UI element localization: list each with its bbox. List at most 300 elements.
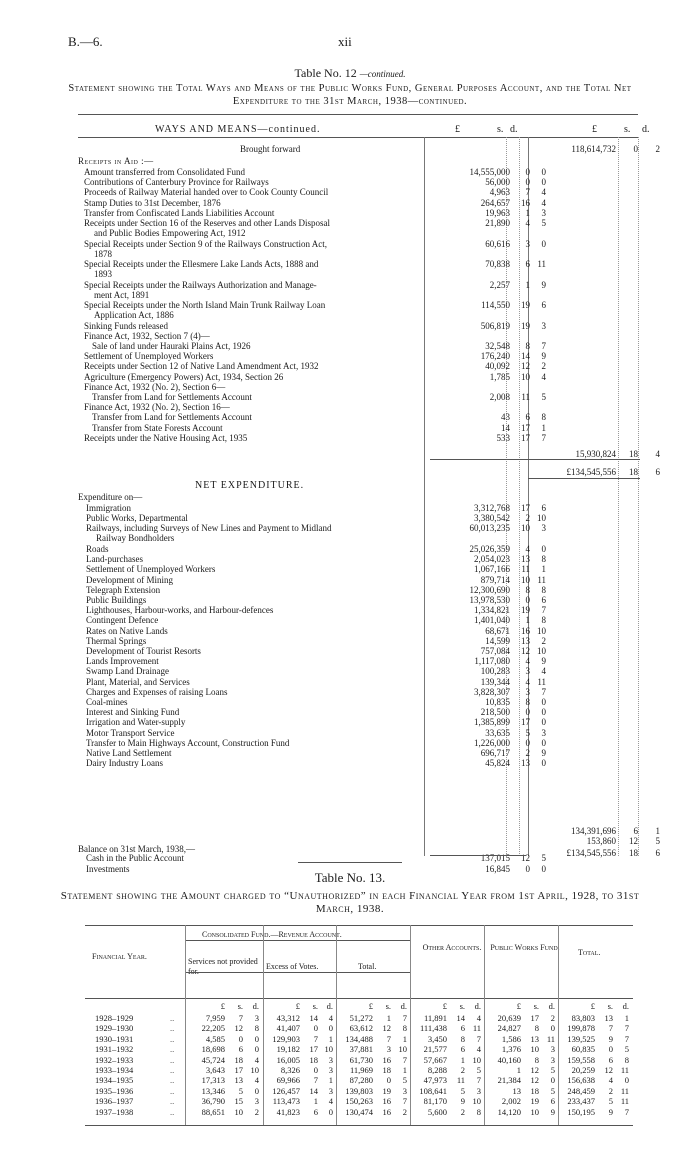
t13-cell: 7 <box>402 1096 407 1107</box>
t13-cell: 5 <box>402 1075 407 1086</box>
amount-pounds: 70,838 <box>485 259 510 269</box>
t13-dots: .. <box>170 1013 175 1023</box>
t13-cell: 139,803 <box>345 1085 373 1096</box>
t13-cell: 17 <box>234 1065 243 1075</box>
t13-cell: 2 <box>460 1106 465 1117</box>
t13-cell: 1 <box>328 1033 333 1044</box>
rule-head <box>78 137 638 138</box>
expenditure-row-cont <box>80 533 670 544</box>
row-label: Development of Mining <box>86 574 173 585</box>
t13-cell: 8 <box>534 1023 539 1034</box>
t13-cell: 17 <box>309 1044 318 1055</box>
t13-cell: 61,730 <box>349 1054 373 1065</box>
amount-shillings: 17 <box>521 717 530 728</box>
t13-cell: 150,195 <box>567 1106 595 1117</box>
t13-cell: 4 <box>476 1013 481 1023</box>
amount-pence: 5 <box>541 218 546 228</box>
t13-cell: 11 <box>620 1065 629 1075</box>
col-services: Services not provided for. <box>188 957 258 976</box>
t13-cell: 24,827 <box>497 1023 521 1034</box>
amount-shillings: 4 <box>525 676 530 687</box>
row-label-cont: 1878 <box>94 248 112 259</box>
t13-cell: 18 <box>309 1054 318 1065</box>
row-label: Public Buildings <box>86 594 147 605</box>
t13-cell: 10 <box>250 1065 259 1075</box>
row-label-cont: Railway Bondholders <box>96 533 175 544</box>
row-label: Dairy Industry Loans <box>86 758 163 769</box>
t13-dots: .. <box>170 1106 175 1117</box>
amount-pounds: 13,978,530 <box>469 594 510 605</box>
t13-cell: 130,474 <box>345 1106 373 1117</box>
amount-pence: 0 <box>541 737 546 748</box>
amount-pence: 0 <box>541 863 546 874</box>
t13-cell: 41,407 <box>276 1023 300 1034</box>
net-expenditure-heading: NET EXPENDITURE. <box>195 480 305 491</box>
t13-cell: 11 <box>472 1023 481 1034</box>
receipt-row <box>80 433 670 444</box>
t13-cell: 4 <box>328 1013 333 1023</box>
t13-unit: £ <box>220 1001 225 1011</box>
amount-shillings: 8 <box>525 696 530 707</box>
t13-cell: 8 <box>624 1054 629 1065</box>
amount-pounds: 1,334,821 <box>474 605 510 616</box>
t13-cell: 1 <box>386 1013 391 1023</box>
t13-cell: 18 <box>234 1054 243 1065</box>
col-d-1: d. <box>510 124 518 135</box>
row-label: Settlement of Unemployed Workers <box>86 564 216 575</box>
t13-cell: 156,638 <box>567 1075 595 1086</box>
t13-cell: 134,488 <box>345 1033 373 1044</box>
t13-dots: .. <box>170 1065 175 1075</box>
amount-pounds: 32,548 <box>485 340 510 351</box>
amount-pence: 10 <box>537 645 546 656</box>
t13-cell: 10 <box>530 1106 539 1117</box>
t13-cell: 126,457 <box>272 1085 300 1096</box>
amount-pounds: 879,714 <box>480 574 510 585</box>
t13-cell: 69,966 <box>276 1075 300 1086</box>
amount-pounds: 45,824 <box>485 758 510 769</box>
t13-col-rule-1 <box>263 925 264 1125</box>
amount-pence: 2 <box>655 144 660 154</box>
t13-cell: 7 <box>476 1075 481 1086</box>
amount-pounds: 3,312,768 <box>474 503 510 513</box>
row-label: Telegraph Extension <box>86 584 161 595</box>
t13-cell: 18,698 <box>201 1044 225 1055</box>
amount-pounds: 506,819 <box>480 320 510 331</box>
t13-cell: 5 <box>624 1044 629 1055</box>
t13-cell: 22,205 <box>201 1023 225 1034</box>
amount-shillings: 4 <box>525 656 530 667</box>
row-label: Irrigation and Water-supply <box>86 717 186 728</box>
page-ref: B.—6. <box>68 34 103 49</box>
amount-pence: 8 <box>541 584 546 595</box>
t13-cell: 129,903 <box>272 1033 300 1044</box>
t13-dots: .. <box>170 1075 175 1086</box>
t13-cell: 40,160 <box>497 1054 521 1065</box>
t13-cell: 16 <box>382 1096 391 1107</box>
t13-cell: 2 <box>608 1085 613 1096</box>
row-label: Contributions of Canterbury Province for Railways <box>84 177 269 188</box>
amount-pence: 3 <box>541 320 546 331</box>
t13-unit: s. <box>533 1001 539 1011</box>
amount-pence: 11 <box>537 676 546 687</box>
amount-shillings: 1 <box>525 279 530 290</box>
t13-cell: 4 <box>476 1044 481 1055</box>
t13-cell: 7 <box>476 1033 481 1044</box>
amount-pence: 0 <box>541 717 546 728</box>
amount-pence: 6 <box>541 300 546 310</box>
t13-cell: 17,313 <box>201 1075 225 1086</box>
table12-title-cont: —continued. <box>359 69 406 79</box>
t13-cell: 139,525 <box>567 1033 595 1044</box>
t13-cell: 4 <box>254 1054 259 1065</box>
amount-pounds: 15,930,824 <box>575 449 616 459</box>
col-grand-total: Total. <box>578 948 601 957</box>
t13-cell: 36,790 <box>201 1096 225 1107</box>
amount-shillings: 2 <box>525 513 530 524</box>
amount-pounds: 696,717 <box>480 747 510 758</box>
receipt-row-cont <box>80 290 670 301</box>
t13-cell: 14,120 <box>497 1106 521 1117</box>
t13-col-rule-5 <box>558 925 559 1125</box>
t13-year: 1935–1936 <box>95 1085 134 1096</box>
row-label: Sinking Funds released <box>84 320 168 331</box>
t13-cell: 0 <box>328 1106 333 1117</box>
t13-cell: 3 <box>386 1044 391 1055</box>
amount-pence: 9 <box>541 656 546 667</box>
row-label: Railways, including Surveys of New Lines and Payment to Midland <box>86 523 332 534</box>
t13-cell: 5 <box>550 1085 555 1096</box>
t13-year: 1929–1930 <box>95 1023 134 1034</box>
t13-unit: s. <box>312 1001 318 1011</box>
amount-pence: 9 <box>541 351 546 362</box>
amount-pence: 0 <box>541 167 546 177</box>
t13-cell: 83,803 <box>571 1013 595 1023</box>
amount-pence: 6 <box>541 503 546 513</box>
amount-pounds: 40,092 <box>485 361 510 372</box>
col-public-works: Public Works Fund. <box>490 943 560 952</box>
t13-cell: 7 <box>386 1033 391 1044</box>
t13-cell: 6 <box>608 1054 613 1065</box>
expenditure-heading: Expenditure on— <box>78 492 143 502</box>
t13-cell: 159,558 <box>567 1054 595 1065</box>
t13-cell: 2 <box>460 1065 465 1075</box>
row-label: Immigration <box>86 503 131 513</box>
amount-pounds: 21,890 <box>485 218 510 228</box>
t13-cell: 5 <box>550 1065 555 1075</box>
t13-unit: £ <box>295 1001 300 1011</box>
t13-col-rule-2 <box>336 925 337 1125</box>
amount-pence: 7 <box>541 340 546 351</box>
amount-pence: 11 <box>537 574 546 585</box>
amount-pence: 4 <box>655 449 660 459</box>
t13-year: 1931–1932 <box>95 1044 134 1055</box>
amount-pounds: 19,963 <box>485 207 510 218</box>
row-label-cont: 1893 <box>94 269 112 279</box>
row-label-cont: ment Act, 1891 <box>94 289 150 300</box>
t13-cell: 10 <box>324 1044 333 1055</box>
amount-shillings: 3 <box>525 666 530 677</box>
t13-cell: 12 <box>234 1023 243 1034</box>
amount-pounds: 14 <box>501 422 510 433</box>
receipt-row-cont <box>80 310 670 321</box>
t13-cell: 60,835 <box>571 1044 595 1055</box>
t13-cell: 21,384 <box>497 1075 521 1086</box>
amount-shillings: 0 <box>525 863 530 874</box>
amount-pounds: 25,026,359 <box>469 543 510 554</box>
row-label: Lighthouses, Harbour-works, and Harbour-defences <box>86 605 274 616</box>
t13-unit: d. <box>622 1001 629 1011</box>
amount-pence: 7 <box>541 432 546 443</box>
t13-cell: 16 <box>382 1106 391 1117</box>
t13-cell: 16 <box>382 1054 391 1065</box>
t13-cell: 1 <box>460 1054 465 1065</box>
t13-cell: 87,280 <box>349 1075 373 1086</box>
amount-pence: 0 <box>541 707 546 718</box>
row-label: Swamp Land Drainage <box>86 666 169 677</box>
t13-cell: 113,473 <box>272 1096 300 1107</box>
t13-cell: 0 <box>238 1033 243 1044</box>
t13-cell: 0 <box>550 1023 555 1034</box>
t13-cell: 63,612 <box>349 1023 373 1034</box>
t13-cell: 18 <box>530 1085 539 1096</box>
t13-cell: 248,459 <box>567 1085 595 1096</box>
col-excess: Excess of Votes. <box>266 962 319 971</box>
t13-cell: 7 <box>624 1106 629 1117</box>
t13-head-rule-0 <box>185 940 410 941</box>
amount-shillings: 10 <box>521 523 530 534</box>
amount-pounds: 14,555,000 <box>469 167 510 177</box>
amount-pence: 0 <box>541 543 546 554</box>
amount-shillings: 4 <box>525 543 530 554</box>
t13-cell: 4 <box>608 1075 613 1086</box>
row-label: Special Receipts under the North Island Main Trunk Railway Loan <box>84 300 326 310</box>
t13-cell: 16,005 <box>276 1054 300 1065</box>
amount-pounds: 1,385,899 <box>474 717 510 728</box>
t13-cell: 1,586 <box>501 1033 521 1044</box>
amount-pounds: 14,599 <box>485 635 510 646</box>
amount-pounds: 2,257 <box>489 279 510 290</box>
t13-year: 1934–1935 <box>95 1075 134 1086</box>
amount-shillings: 19 <box>521 320 530 331</box>
row-label: Receipts under the Native Housing Act, 1935 <box>84 432 248 443</box>
balance-heading: Balance on 31st March, 1938,— <box>78 844 195 854</box>
amount-pence: 8 <box>541 615 546 626</box>
t13-cell: 11 <box>620 1096 629 1107</box>
t13-unit: d. <box>400 1001 407 1011</box>
row-label: Amount transferred from Consolidated Fund <box>84 167 245 177</box>
amount-pounds: 134,391,696 <box>571 826 616 836</box>
amount-s: 12 <box>629 836 638 846</box>
t13-cell: 18 <box>382 1065 391 1075</box>
t13-cell: 13 <box>530 1033 539 1044</box>
t13-cell: 20,639 <box>497 1013 521 1023</box>
t13-cell: 21,577 <box>423 1044 447 1055</box>
t13-cell: 4 <box>328 1096 333 1107</box>
t13-cell: 3 <box>328 1065 333 1075</box>
amount-shillings: 10 <box>521 574 530 585</box>
col-s-1: s. <box>497 124 504 135</box>
t13-cell: 3 <box>328 1085 333 1096</box>
amount-d: 5 <box>655 836 660 846</box>
row-label-cont: Application Act, 1886 <box>94 310 174 320</box>
row-label: Public Works, Departmental <box>86 513 188 524</box>
t13-year: 1933–1934 <box>95 1065 134 1075</box>
t13-cell: 10 <box>234 1106 243 1117</box>
amount-shillings: 17 <box>521 422 530 433</box>
t13-unit: s. <box>237 1001 243 1011</box>
t13-cell: 5 <box>238 1085 243 1096</box>
amount-pounds: 176,240 <box>480 351 510 362</box>
t13-cell: 8 <box>254 1023 259 1034</box>
t13-cell: 9 <box>608 1033 613 1044</box>
col-consolidated: Consolidated Fund.—Revenue Account. <box>202 930 342 939</box>
row-label: Investments <box>86 863 130 874</box>
amount-d: 6 <box>655 848 660 858</box>
t13-cell: 12 <box>604 1065 613 1075</box>
amount-pounds: 2,054,023 <box>474 554 510 565</box>
row-label: Special Receipts under the Railways Authorization and Manage- <box>84 279 317 290</box>
t13-cell: 43,312 <box>276 1013 300 1023</box>
t13-cell: 2,002 <box>501 1096 521 1107</box>
balance-total-row <box>80 836 670 847</box>
t13-cell: 0 <box>254 1033 259 1044</box>
t13-cell: 41,823 <box>276 1106 300 1117</box>
amount-pounds: 137,015 <box>480 853 510 863</box>
t13-unit: £ <box>590 1001 595 1011</box>
amount-pence: 4 <box>541 371 546 382</box>
rule-top <box>78 114 638 115</box>
t13-cell: 0 <box>313 1023 318 1034</box>
t13-cell: 3 <box>550 1044 555 1055</box>
amount-pence: 7 <box>541 686 546 697</box>
t13-cell: 7 <box>624 1033 629 1044</box>
col-pound-2: £ <box>592 124 597 135</box>
amount-pence: 3 <box>541 727 546 738</box>
row-label: Receipts under Section 12 of Native Land Amendment Act, 1932 <box>84 361 319 372</box>
amount-pence: 4 <box>541 666 546 677</box>
t13-year: 1932–1933 <box>95 1054 134 1065</box>
row-label: Settlement of Unemployed Workers <box>84 351 214 362</box>
receipt-row-cont <box>80 228 670 239</box>
amount-pence: 7 <box>541 605 546 616</box>
amount-shillings: 0 <box>525 707 530 718</box>
t13-cell: 1 <box>402 1065 407 1075</box>
col-pound-1: £ <box>455 124 460 135</box>
amount-pence: 1 <box>655 826 660 836</box>
t13-cell: 11,891 <box>423 1013 447 1023</box>
row-label: Interest and Sinking Fund <box>86 707 180 718</box>
amount-shillings: 8 <box>525 340 530 351</box>
t13-cell: 8,326 <box>280 1065 300 1075</box>
amount-shillings: 3 <box>525 686 530 697</box>
t13-year: 1928–1929 <box>95 1013 134 1023</box>
amount-shillings: 17 <box>521 432 530 443</box>
t13-cell: 5 <box>460 1085 465 1096</box>
t13-cell: 3 <box>550 1054 555 1065</box>
amount-pounds: 100,283 <box>480 666 510 677</box>
t13-head-rule-1 <box>185 972 410 973</box>
t13-unit: d. <box>326 1001 333 1011</box>
t13-cell: 5 <box>608 1096 613 1107</box>
row-label: Transfer from Land for Settlements Account <box>92 391 252 402</box>
t13-cell: 10 <box>398 1044 407 1055</box>
amount-pounds: 33,635 <box>485 727 510 738</box>
amount-pounds: 60,013,235 <box>469 523 510 534</box>
table13-subtitle: Statement showing the Amount charged to “Unauthorized” in each Financial Year from 1st April, 1928, to 31st March, 1938. <box>60 890 640 915</box>
rule-separator <box>298 862 402 863</box>
amount-shillings: 14 <box>521 351 530 362</box>
t13-cell: 111,438 <box>420 1023 447 1034</box>
row-label: Agriculture (Emergency Powers) Act, 1934, Section 26 <box>84 371 284 382</box>
row-label: Transfer from State Forests Account <box>92 422 223 433</box>
t13-cell: 19 <box>382 1085 391 1096</box>
table12-title-text: Table No. 12 <box>294 66 357 80</box>
amount-shillings: 11 <box>521 564 530 575</box>
amount-pounds: £134,545,556 <box>566 848 616 858</box>
t13-unit: d. <box>548 1001 555 1011</box>
grand-total-net-row <box>80 848 670 859</box>
row-label: Transfer from Confiscated Lands Liabilities Account <box>84 207 275 218</box>
t13-cell: 10 <box>472 1054 481 1065</box>
t13-cell: 199,878 <box>567 1023 595 1034</box>
amount-pounds: 139,344 <box>480 676 510 687</box>
t13-cell: 13 <box>512 1085 521 1096</box>
t13-cell: 20,259 <box>571 1065 595 1075</box>
row-label: Thermal Springs <box>86 635 147 646</box>
t13-unit: d. <box>474 1001 481 1011</box>
row-label: Contingent Defence <box>86 615 159 626</box>
t13-cell: 15 <box>234 1096 243 1107</box>
col-s-2: s. <box>624 124 631 135</box>
t13-cell: 0 <box>254 1085 259 1096</box>
t13-cell: 13,346 <box>201 1085 225 1096</box>
t13-cell: 14 <box>309 1085 318 1096</box>
amount-pence: 9 <box>541 279 546 290</box>
t13-unit: s. <box>385 1001 391 1011</box>
amount-pence: 11 <box>537 259 546 269</box>
t13-cell: 1 <box>624 1013 629 1023</box>
t13-cell: 81,170 <box>423 1096 447 1107</box>
amount-pounds: £134,545,556 <box>566 467 616 477</box>
amount-shillings: 2 <box>525 747 530 758</box>
t13-cell: 4,585 <box>205 1033 225 1044</box>
t13-unit: s. <box>459 1001 465 1011</box>
amount-shillings: 19 <box>521 300 530 310</box>
amount-pence: 1 <box>541 564 546 575</box>
t13-cell: 3 <box>254 1096 259 1107</box>
amount-pounds: 1,226,000 <box>474 737 510 748</box>
t13-cell: 6 <box>460 1044 465 1055</box>
t13-cell: 2 <box>254 1106 259 1117</box>
amount-pence: 4 <box>541 187 546 198</box>
row-label: Receipts under Section 16 of the Reserves and other Lands Disposal <box>84 218 330 228</box>
receipt-row-cont <box>80 269 670 280</box>
row-label: Finance Act, 1932 (No. 2), Section 6— <box>84 381 226 392</box>
amount-s: 18 <box>629 848 638 858</box>
t13-year: 1930–1931 <box>95 1033 134 1044</box>
amount-pence: 2 <box>541 635 546 646</box>
row-label: Special Receipts under Section 9 of the Railways Construction Act, <box>84 238 327 249</box>
amount-pounds: 16,845 <box>485 863 510 874</box>
amount-shillings: 0 <box>525 177 530 188</box>
t13-cell: 4 <box>254 1075 259 1086</box>
t13-cell: 10 <box>530 1044 539 1055</box>
t13-cell: 0 <box>328 1023 333 1034</box>
t13-rule-head <box>85 998 633 999</box>
t13-cell: 1 <box>328 1075 333 1086</box>
t13-cell: 7 <box>402 1013 407 1023</box>
